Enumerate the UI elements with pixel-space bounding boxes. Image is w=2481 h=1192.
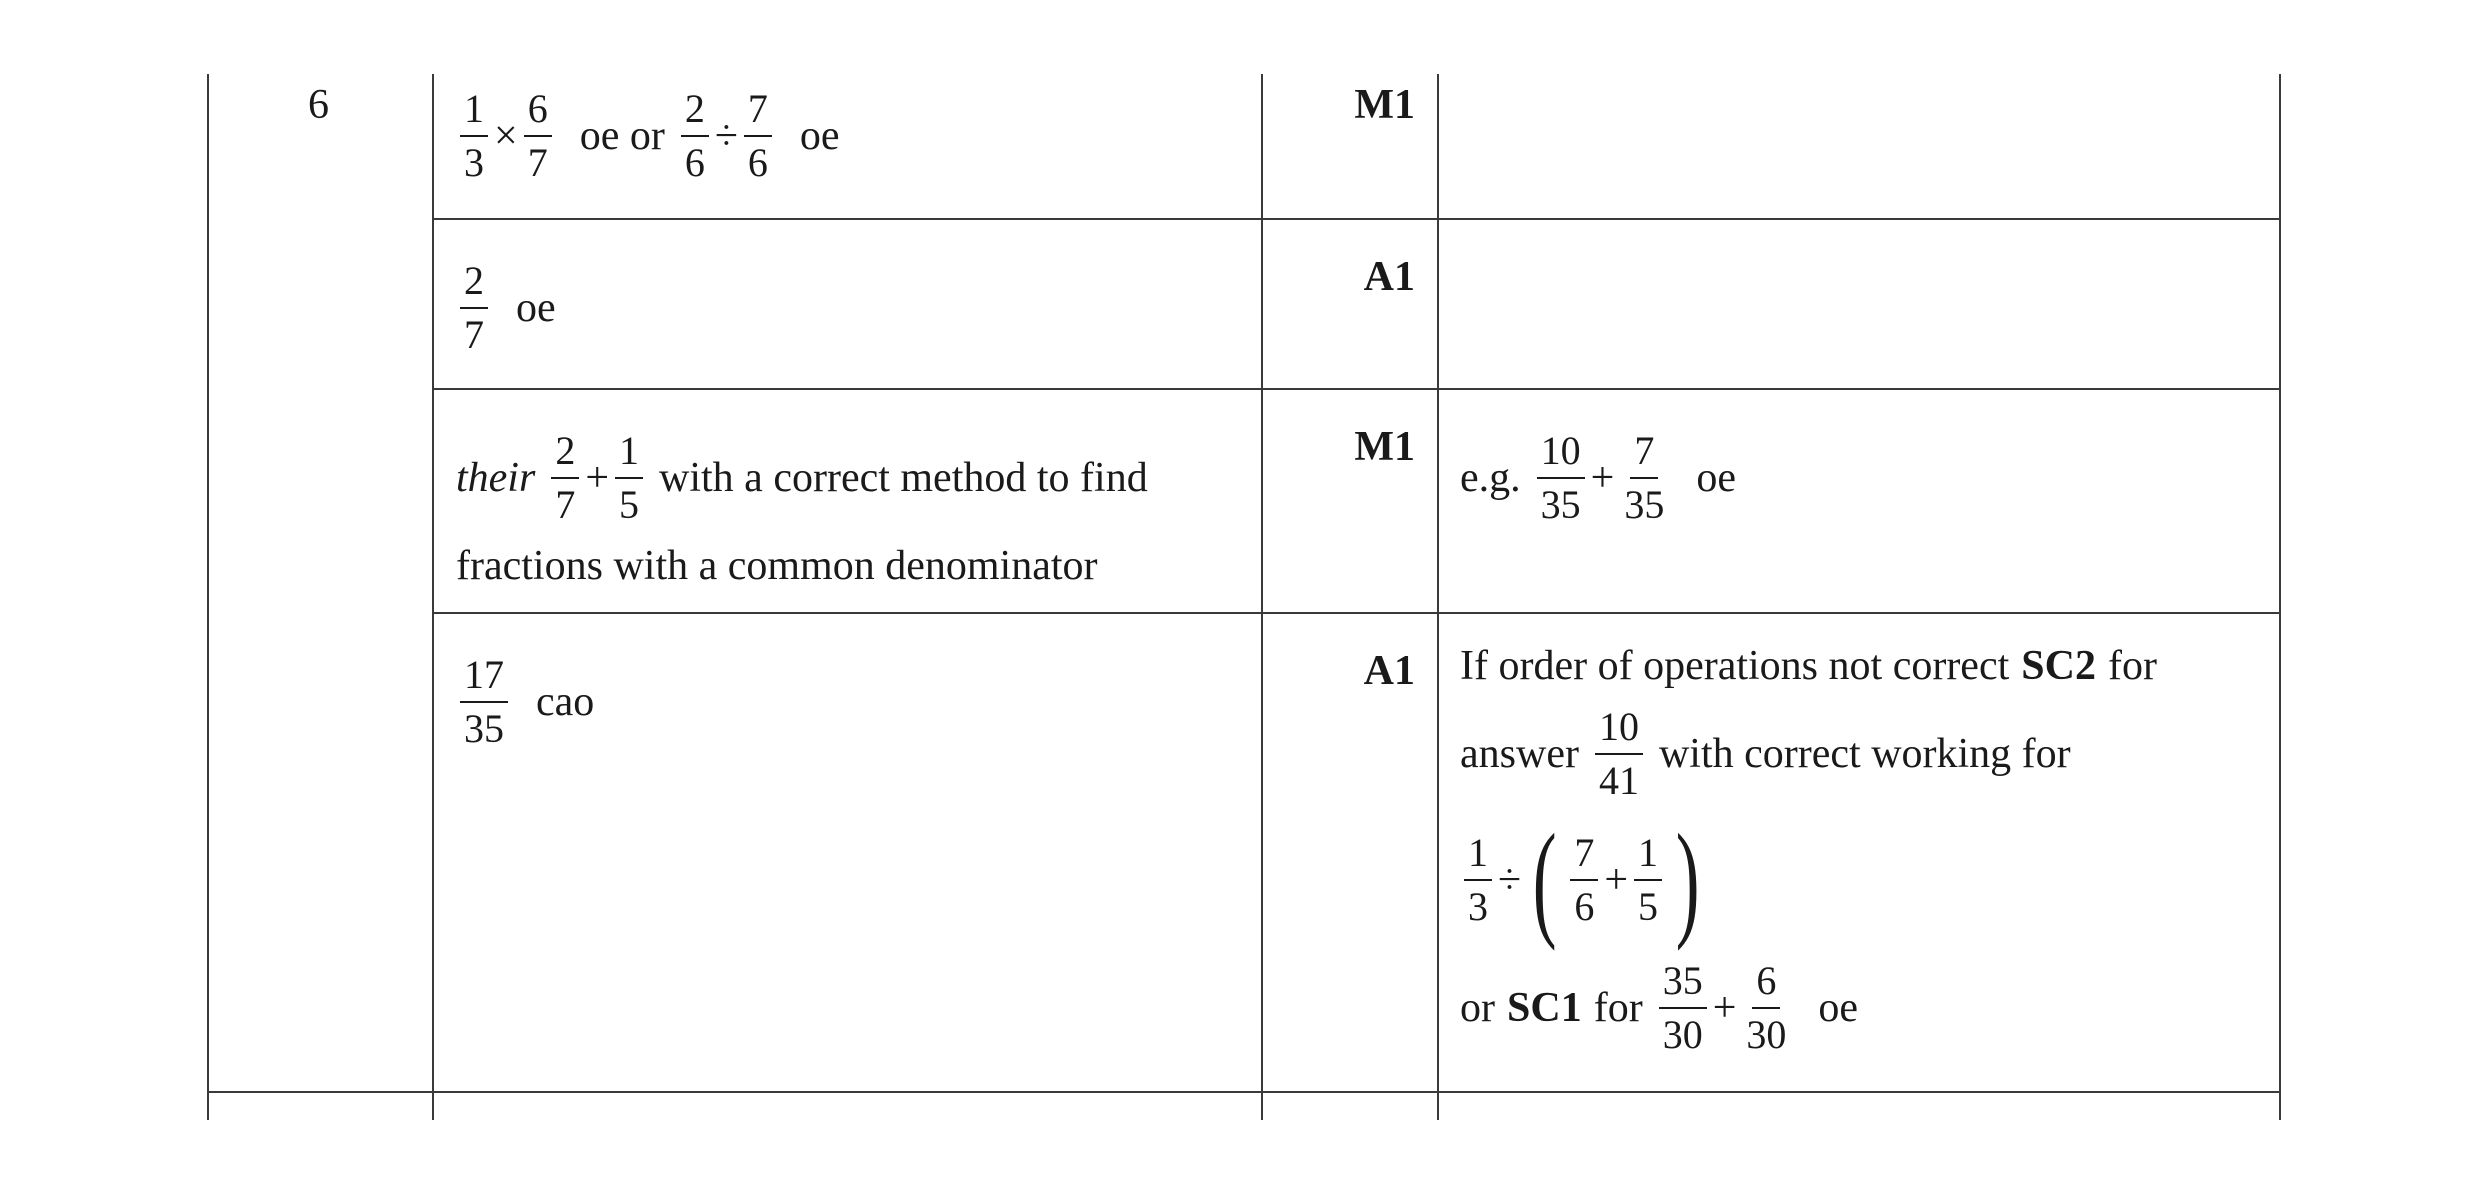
fraction: $\frac{10}{41}$	[1595, 707, 1643, 801]
fraction: $\frac{17}{35}$	[460, 655, 508, 749]
oe-or-text: oe or	[579, 113, 665, 159]
fraction: $\frac{6}{7}$	[524, 89, 552, 183]
fraction: $\frac{6}{30}$	[1746, 958, 1787, 1057]
row4-working	[456, 646, 594, 758]
fraction: $\frac{2}{6}$	[681, 89, 709, 183]
oe-text: oe	[799, 113, 840, 159]
fraction: $\frac{10}{35}$	[1537, 431, 1585, 525]
method-text: with a correct method to find	[659, 455, 1148, 501]
row2-mark: A1	[1363, 254, 1415, 300]
cao-text: cao	[536, 679, 595, 725]
fraction: $\frac{1}{5}$	[1634, 833, 1662, 927]
fraction: $\frac{1}{3}$	[460, 89, 488, 183]
right-paren: )	[1675, 807, 1700, 952]
row1-working: $\frac{1}{3}$ × $\frac{6}{7}$ oe or $\frac{2}{6}$ ÷ $\frac{7}{6}$ oe	[456, 80, 840, 192]
row-divider-2	[432, 388, 2281, 390]
row3-working-line2: fractions with a common denominator	[456, 543, 1098, 589]
oe-text: oe	[516, 285, 556, 331]
fraction: $\frac{1}{3}$	[1464, 833, 1492, 927]
sc2-label: SC2	[2021, 643, 2096, 689]
row1-mark: M1	[1354, 82, 1415, 128]
row4-notes-line1: If order of operations not correct SC2 for	[1460, 643, 2157, 689]
table-border-left	[207, 74, 209, 1120]
oe-text: oe	[1696, 455, 1736, 501]
sc1-label: SC1	[1507, 985, 1582, 1031]
fraction: $\frac{2}{7}$	[551, 431, 579, 525]
row3-notes: e.g. $\frac{10}{35}$ + $\frac{7}{35}$ oe	[1460, 428, 1736, 527]
table-border-col1	[432, 74, 434, 1120]
row3-working-line1: their $\frac{2}{7}$ + $\frac{1}{5}$ with a correct method to find	[456, 428, 1148, 527]
fraction: $\frac{7}{35}$	[1624, 428, 1665, 527]
eg-text: e.g.	[1460, 455, 1521, 501]
row4-notes-line2: answer $\frac{10}{41}$ with correct working for	[1460, 704, 2071, 803]
row-divider-bottom	[207, 1091, 2281, 1093]
their-text: their	[456, 455, 536, 501]
table-border-right	[2279, 74, 2281, 1120]
table-border-col3	[1437, 74, 1439, 1120]
table-border-col2	[1261, 74, 1263, 1120]
row4-mark: A1	[1363, 648, 1415, 694]
fraction: $\frac{7}{6}$	[1570, 833, 1598, 927]
fraction: $\frac{35}{30}$	[1659, 961, 1707, 1055]
row4-notes-line4: or SC1 for $\frac{35}{30}$ + $\frac{6}{30}$ oe	[1460, 958, 1859, 1057]
fraction: $\frac{2}{7}$	[460, 261, 488, 355]
row-divider-3	[432, 612, 2281, 614]
row2-working	[456, 252, 556, 364]
row4-notes-line3: $\frac{1}{3}$ ÷ ( $\frac{7}{6}$ + $\frac{1}{5}$ )	[1460, 820, 1709, 940]
row-divider-1	[432, 218, 2281, 220]
fraction: $\frac{1}{5}$	[615, 431, 643, 525]
fraction: $\frac{7}{6}$	[744, 89, 772, 183]
left-paren: (	[1532, 807, 1557, 952]
row3-mark: M1	[1354, 424, 1415, 470]
question-number: 6	[308, 82, 329, 128]
